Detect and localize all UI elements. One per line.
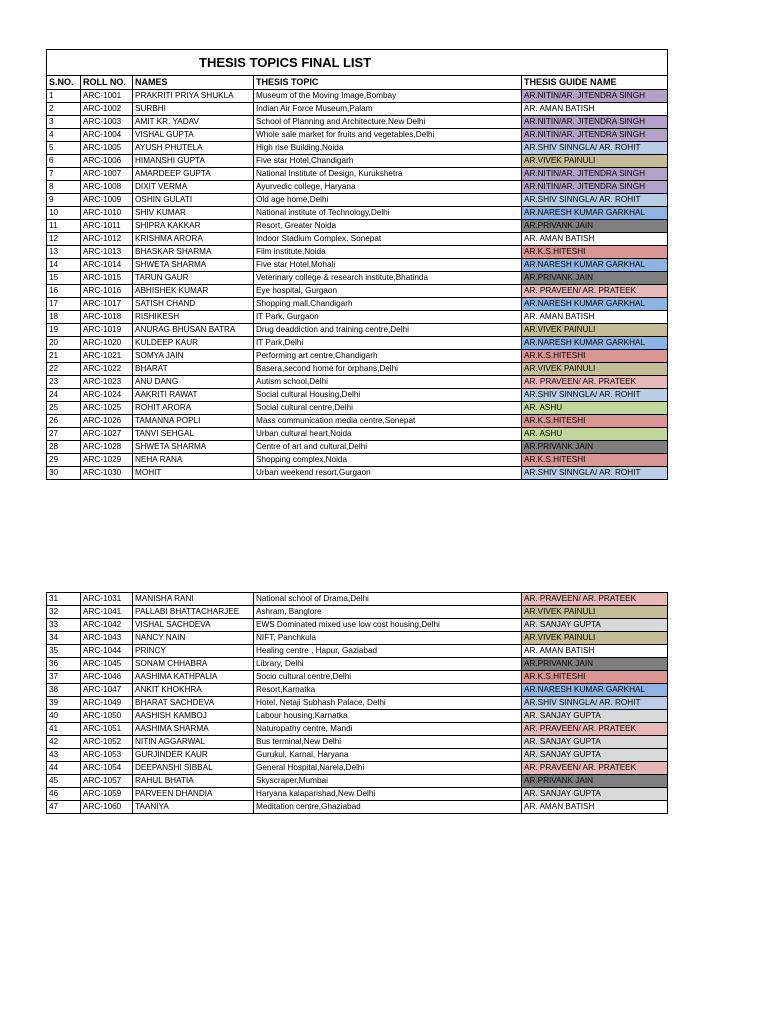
table-row [47, 606, 668, 619]
roll-no-cell: ARC-1028 [81, 441, 133, 454]
sno-cell: 14 [47, 259, 81, 272]
name-cell: AYUSH PHUTELA [133, 142, 254, 155]
roll-no-cell: ARC-1041 [81, 606, 133, 619]
guide-name-cell: AR.VIVEK PAINULI [522, 324, 668, 337]
roll-no-cell: ARC-1045 [81, 658, 133, 671]
table-row [47, 103, 668, 116]
guide-name-cell: AR. PRAVEEN/ AR. PRATEEK [522, 762, 668, 775]
guide-name-cell: AR.K.S.HITESHI [522, 454, 668, 467]
thesis-topic-cell: Whole sale market for fruits and vegetables,Delhi [254, 129, 522, 142]
guide-name-cell: AR.VIVEK PAINULI [522, 606, 668, 619]
sno-cell: 26 [47, 415, 81, 428]
name-cell: TAMANNA POPLI [133, 415, 254, 428]
roll-no-cell: ARC-1012 [81, 233, 133, 246]
sno-cell: 11 [47, 220, 81, 233]
name-cell: RAHUL BHATIA [133, 775, 254, 788]
thesis-topic-cell: National Institute of Design, Kurukshetra [254, 168, 522, 181]
header-thesis-topic: THESIS TOPIC [254, 76, 522, 90]
table-row [47, 697, 668, 710]
sno-cell: 21 [47, 350, 81, 363]
sno-cell: 1 [47, 90, 81, 103]
name-cell: MANISHA RANI [133, 593, 254, 606]
table-row [47, 762, 668, 775]
name-cell: PRAKRITI PRIYA SHUKLA [133, 90, 254, 103]
sno-cell: 2 [47, 103, 81, 116]
sno-cell: 22 [47, 363, 81, 376]
name-cell: VISHAL SACHDEVA [133, 619, 254, 632]
table-row [47, 723, 668, 736]
table-row [47, 142, 668, 155]
roll-no-cell: ARC-1050 [81, 710, 133, 723]
table-row [47, 129, 668, 142]
name-cell: KULDEEP KAUR [133, 337, 254, 350]
table-row [47, 454, 668, 467]
guide-name-cell: AR.NITIN/AR. JITENDRA SINGH [522, 116, 668, 129]
thesis-topic-cell: Urban weekend resort,Gurgaon [254, 467, 522, 480]
roll-no-cell: ARC-1023 [81, 376, 133, 389]
guide-name-cell: AR.PRIVANK JAIN [522, 220, 668, 233]
thesis-topic-cell: Basera,second home for orphans,Delhi [254, 363, 522, 376]
sno-cell: 44 [47, 762, 81, 775]
sno-cell: 7 [47, 168, 81, 181]
guide-name-cell: AR. PRAVEEN/ AR. PRATEEK [522, 285, 668, 298]
guide-name-cell: AR.PRIVANK JAIN [522, 441, 668, 454]
name-cell: BHARAT SACHDEVA [133, 697, 254, 710]
name-cell: NANCY NAIN [133, 632, 254, 645]
thesis-topic-cell: Veterinary college & research institute,Bhatinda [254, 272, 522, 285]
sno-cell: 33 [47, 619, 81, 632]
name-cell: PALLABI BHATTACHARJEE [133, 606, 254, 619]
roll-no-cell: ARC-1030 [81, 467, 133, 480]
roll-no-cell: ARC-1009 [81, 194, 133, 207]
guide-name-cell: AR.SHIV SINNGLA/ AR. ROHIT [522, 389, 668, 402]
table-row [47, 285, 668, 298]
table-row [47, 593, 668, 606]
table-row [47, 181, 668, 194]
name-cell: ANU DANG [133, 376, 254, 389]
name-cell: MOHIT [133, 467, 254, 480]
table-row [47, 441, 668, 454]
name-cell: ABHISHEK KUMAR [133, 285, 254, 298]
roll-no-cell: ARC-1057 [81, 775, 133, 788]
name-cell: AMARDEEP GUPTA [133, 168, 254, 181]
sno-cell: 23 [47, 376, 81, 389]
name-cell: ANURAG BHUSAN BATRA [133, 324, 254, 337]
guide-name-cell: AR. PRAVEEN/ AR. PRATEEK [522, 593, 668, 606]
table-row [47, 788, 668, 801]
guide-name-cell: AR.K.S.HITESHI [522, 415, 668, 428]
roll-no-cell: ARC-1042 [81, 619, 133, 632]
guide-name-cell: AR.PRIVANK JAIN [522, 775, 668, 788]
thesis-topic-cell: EWS Dominated mixed use low cost housing,Delhi [254, 619, 522, 632]
thesis-topic-cell: National school of Drama,Delhi [254, 593, 522, 606]
sno-cell: 45 [47, 775, 81, 788]
table-row [47, 194, 668, 207]
guide-name-cell: AR.NITIN/AR. JITENDRA SINGH [522, 168, 668, 181]
name-cell: SURBHI [133, 103, 254, 116]
name-cell: TARUN GAUR [133, 272, 254, 285]
sno-cell: 25 [47, 402, 81, 415]
guide-name-cell: AR. SANJAY GUPTA [522, 736, 668, 749]
guide-name-cell: AR.PRIVANK JAIN [522, 658, 668, 671]
roll-no-cell: ARC-1002 [81, 103, 133, 116]
table-row [47, 311, 668, 324]
sno-cell: 32 [47, 606, 81, 619]
table-row [47, 801, 668, 814]
guide-name-cell: AR. SANJAY GUPTA [522, 710, 668, 723]
guide-name-cell: AR.NITIN/AR. JITENDRA SINGH [522, 129, 668, 142]
sno-cell: 17 [47, 298, 81, 311]
thesis-topic-cell: Socio cultural centre,Delhi [254, 671, 522, 684]
roll-no-cell: ARC-1018 [81, 311, 133, 324]
table-row [47, 155, 668, 168]
roll-no-cell: ARC-1051 [81, 723, 133, 736]
table-row [47, 246, 668, 259]
table-row [47, 220, 668, 233]
guide-name-cell: AR.K.S.HITESHI [522, 350, 668, 363]
roll-no-cell: ARC-1047 [81, 684, 133, 697]
table-row [47, 775, 668, 788]
table-row [47, 350, 668, 363]
name-cell: KRISHMA ARORA [133, 233, 254, 246]
sno-cell: 38 [47, 684, 81, 697]
table-row [47, 402, 668, 415]
guide-name-cell: AR.NITIN/AR. JITENDRA SINGH [522, 90, 668, 103]
name-cell: NITIN AGGARWAL [133, 736, 254, 749]
guide-name-cell: AR.PRIVANK JAIN [522, 272, 668, 285]
guide-name-cell: AR. AMAN BATISH [522, 801, 668, 814]
name-cell: VISHAL GUPTA [133, 129, 254, 142]
thesis-topic-cell: Haryana kalaparishad,New Delhi [254, 788, 522, 801]
sno-cell: 47 [47, 801, 81, 814]
thesis-topic-cell: General Hospital,Narela,Delhi [254, 762, 522, 775]
sno-cell: 4 [47, 129, 81, 142]
name-cell: RISHIKESH [133, 311, 254, 324]
thesis-topic-cell: Ayurvedic college, Haryana [254, 181, 522, 194]
header-sno: S.NO. [47, 76, 81, 90]
name-cell: HIMANSHI GUPTA [133, 155, 254, 168]
table-row [47, 168, 668, 181]
thesis-topic-cell: Eye hospital, Gurgaon [254, 285, 522, 298]
roll-no-cell: ARC-1025 [81, 402, 133, 415]
thesis-topic-cell: Shopping complex,Noida [254, 454, 522, 467]
guide-name-cell: AR. AMAN BATISH [522, 311, 668, 324]
sno-cell: 29 [47, 454, 81, 467]
roll-no-cell: ARC-1049 [81, 697, 133, 710]
roll-no-cell: ARC-1052 [81, 736, 133, 749]
roll-no-cell: ARC-1019 [81, 324, 133, 337]
roll-no-cell: ARC-1043 [81, 632, 133, 645]
sno-cell: 3 [47, 116, 81, 129]
name-cell: SOMYA JAIN [133, 350, 254, 363]
thesis-topic-cell: Indian Air Force Museum,Palam [254, 103, 522, 116]
thesis-topic-cell: Healing centre , Hapur, Gaziabad [254, 645, 522, 658]
roll-no-cell: ARC-1046 [81, 671, 133, 684]
sno-cell: 10 [47, 207, 81, 220]
roll-no-cell: ARC-1016 [81, 285, 133, 298]
roll-no-cell: ARC-1007 [81, 168, 133, 181]
table-row [47, 259, 668, 272]
sno-cell: 20 [47, 337, 81, 350]
name-cell: AASHIMA KATHPALIA [133, 671, 254, 684]
guide-name-cell: AR.NARESH KUMAR GARKHAL [522, 259, 668, 272]
sno-cell: 5 [47, 142, 81, 155]
table-row [47, 272, 668, 285]
thesis-topic-cell: Shopping mall,Chandigarh [254, 298, 522, 311]
roll-no-cell: ARC-1006 [81, 155, 133, 168]
sno-cell: 40 [47, 710, 81, 723]
name-cell: GURJINDER KAUR [133, 749, 254, 762]
thesis-topic-cell: National institute of Technology,Delhi [254, 207, 522, 220]
guide-name-cell: AR.SHIV SINNGLA/ AR. ROHIT [522, 194, 668, 207]
guide-name-cell: AR.VIVEK PAINULI [522, 155, 668, 168]
thesis-topic-cell: Performing art centre,Chandigarh [254, 350, 522, 363]
guide-name-cell: AR. PRAVEEN/ AR. PRATEEK [522, 723, 668, 736]
table-row [47, 684, 668, 697]
sno-cell: 27 [47, 428, 81, 441]
guide-name-cell: AR. ASHU [522, 402, 668, 415]
page-title: THESIS TOPICS FINAL LIST [47, 50, 668, 76]
name-cell: AAKRITI RAWAT [133, 389, 254, 402]
sno-cell: 6 [47, 155, 81, 168]
roll-no-cell: ARC-1054 [81, 762, 133, 775]
name-cell: ANKIT KHOKHRA [133, 684, 254, 697]
thesis-topic-cell: Resort,Karnatka [254, 684, 522, 697]
thesis-topic-cell: Resort, Greater Noida [254, 220, 522, 233]
thesis-topic-cell: Social cultural Housing,Delhi [254, 389, 522, 402]
thesis-topic-cell: Labour housing,Karnatka [254, 710, 522, 723]
guide-name-cell: AR.K.S.HITESHI [522, 246, 668, 259]
thesis-topic-cell: NIFT, Panchkula [254, 632, 522, 645]
thesis-topic-cell: Centre of art and cultural,Delhi [254, 441, 522, 454]
thesis-topic-cell: IT Park,Delhi [254, 337, 522, 350]
table-row [47, 298, 668, 311]
thesis-topic-cell: Five star Hotel,Chandigarh [254, 155, 522, 168]
guide-name-cell: AR.VIVEK PAINULI [522, 632, 668, 645]
thesis-topic-cell: Film institute,Noida [254, 246, 522, 259]
header-roll-no: ROLL NO. [81, 76, 133, 90]
thesis-topic-cell: Hotel, Netaji Subhash Palace, Delhi [254, 697, 522, 710]
sno-cell: 9 [47, 194, 81, 207]
roll-no-cell: ARC-1004 [81, 129, 133, 142]
name-cell: SHIV KUMAR [133, 207, 254, 220]
thesis-topic-cell: Skyscraper,Mumbai [254, 775, 522, 788]
roll-no-cell: ARC-1005 [81, 142, 133, 155]
guide-name-cell: AR. SANJAY GUPTA [522, 619, 668, 632]
name-cell: TANVI SEHGAL [133, 428, 254, 441]
sno-cell: 8 [47, 181, 81, 194]
name-cell: BHASKAR SHARMA [133, 246, 254, 259]
table-row [47, 415, 668, 428]
thesis-table-part-2 [46, 592, 668, 814]
header-names: NAMES [133, 76, 254, 90]
roll-no-cell: ARC-1014 [81, 259, 133, 272]
table-row [47, 324, 668, 337]
guide-name-cell: AR. PRAVEEN/ AR. PRATEEK [522, 376, 668, 389]
table-row [47, 619, 668, 632]
thesis-topic-cell: Bus terminal,New Delhi [254, 736, 522, 749]
name-cell: AASHIMA SHARMA [133, 723, 254, 736]
guide-name-cell: AR.NARESH KUMAR GARKHAL [522, 207, 668, 220]
thesis-topic-cell: Mass communication media centre,Sonepat [254, 415, 522, 428]
table-row [47, 645, 668, 658]
guide-name-cell: AR.SHIV SINNGLA/ AR. ROHIT [522, 467, 668, 480]
guide-name-cell: AR.NITIN/AR. JITENDRA SINGH [522, 181, 668, 194]
table-row [47, 233, 668, 246]
table-row [47, 467, 668, 480]
thesis-topic-cell: Naturopathy centre, Mandi [254, 723, 522, 736]
thesis-topic-cell: Indoor Stadium Complex, Sonepat [254, 233, 522, 246]
thesis-topic-cell: Library, Delhi [254, 658, 522, 671]
sno-cell: 43 [47, 749, 81, 762]
roll-no-cell: ARC-1017 [81, 298, 133, 311]
sno-cell: 42 [47, 736, 81, 749]
header-row [47, 76, 668, 90]
sno-cell: 19 [47, 324, 81, 337]
name-cell: OSHIN GULATI [133, 194, 254, 207]
roll-no-cell: ARC-1053 [81, 749, 133, 762]
sno-cell: 46 [47, 788, 81, 801]
table-row [47, 658, 668, 671]
guide-name-cell: AR. ASHU [522, 428, 668, 441]
roll-no-cell: ARC-1001 [81, 90, 133, 103]
thesis-topic-cell: Meditation centre,Ghaziabad [254, 801, 522, 814]
thesis-topic-cell: Drug deaddiction and training centre,Delhi [254, 324, 522, 337]
sno-cell: 37 [47, 671, 81, 684]
roll-no-cell: ARC-1022 [81, 363, 133, 376]
roll-no-cell: ARC-1008 [81, 181, 133, 194]
thesis-topic-cell: Social cultural centre,Delhi [254, 402, 522, 415]
name-cell: SHWETA SHARMA [133, 441, 254, 454]
guide-name-cell: AR.VIVEK PAINULI [522, 363, 668, 376]
sno-cell: 31 [47, 593, 81, 606]
sno-cell: 34 [47, 632, 81, 645]
thesis-topic-cell: Museum of the Moving Image,Bombay [254, 90, 522, 103]
thesis-topic-cell: Old age home,Delhi [254, 194, 522, 207]
sno-cell: 12 [47, 233, 81, 246]
thesis-topic-cell: Five star Hotel,Mohali [254, 259, 522, 272]
table-row [47, 116, 668, 129]
name-cell: ROHIT ARORA [133, 402, 254, 415]
sno-cell: 41 [47, 723, 81, 736]
roll-no-cell: ARC-1024 [81, 389, 133, 402]
table-row [47, 671, 668, 684]
table-row [47, 632, 668, 645]
sno-cell: 24 [47, 389, 81, 402]
thesis-topic-cell: High rise Building,Noida [254, 142, 522, 155]
roll-no-cell: ARC-1010 [81, 207, 133, 220]
roll-no-cell: ARC-1031 [81, 593, 133, 606]
table-row [47, 376, 668, 389]
guide-name-cell: AR.SHIV SINNGLA/ AR. ROHIT [522, 142, 668, 155]
name-cell: DIXIT VERMA [133, 181, 254, 194]
name-cell: SONAM CHHABRA [133, 658, 254, 671]
table-row [47, 710, 668, 723]
name-cell: AMIT KR. YADAV [133, 116, 254, 129]
name-cell: BHARAT [133, 363, 254, 376]
table-row [47, 736, 668, 749]
sno-cell: 39 [47, 697, 81, 710]
name-cell: PRINCY [133, 645, 254, 658]
guide-name-cell: AR.SHIV SINNGLA/ AR. ROHIT [522, 697, 668, 710]
guide-name-cell: AR. AMAN BATISH [522, 645, 668, 658]
guide-name-cell: AR. SANJAY GUPTA [522, 749, 668, 762]
sno-cell: 36 [47, 658, 81, 671]
thesis-table-part-1 [46, 49, 668, 480]
guide-name-cell: AR.NARESH KUMAR GARKHAL [522, 298, 668, 311]
sno-cell: 13 [47, 246, 81, 259]
guide-name-cell: AR.NARESH KUMAR GARKHAL [522, 337, 668, 350]
name-cell: SATISH CHAND [133, 298, 254, 311]
sno-cell: 18 [47, 311, 81, 324]
name-cell: DEEPANSHI SIBBAL [133, 762, 254, 775]
guide-name-cell: AR. AMAN BATISH [522, 103, 668, 116]
roll-no-cell: ARC-1021 [81, 350, 133, 363]
thesis-topic-cell: Ashram, Banglore [254, 606, 522, 619]
roll-no-cell: ARC-1026 [81, 415, 133, 428]
roll-no-cell: ARC-1044 [81, 645, 133, 658]
roll-no-cell: ARC-1011 [81, 220, 133, 233]
table-row [47, 90, 668, 103]
header-guide-name: THESIS GUIDE NAME [522, 76, 668, 90]
roll-no-cell: ARC-1029 [81, 454, 133, 467]
name-cell: SHWETA SHARMA [133, 259, 254, 272]
thesis-topic-cell: Urban cultural heart,Noida [254, 428, 522, 441]
roll-no-cell: ARC-1060 [81, 801, 133, 814]
sno-cell: 15 [47, 272, 81, 285]
roll-no-cell: ARC-1059 [81, 788, 133, 801]
thesis-topic-cell: IT Park, Gurgaon [254, 311, 522, 324]
thesis-topic-cell: School of Planning and Architecture,New Delhi [254, 116, 522, 129]
name-cell: TAANIYA [133, 801, 254, 814]
thesis-topic-cell: Autism school,Delhi [254, 376, 522, 389]
roll-no-cell: ARC-1003 [81, 116, 133, 129]
guide-name-cell: AR.NARESH KUMAR GARKHAL [522, 684, 668, 697]
sno-cell: 30 [47, 467, 81, 480]
name-cell: NEHA RANA [133, 454, 254, 467]
sno-cell: 35 [47, 645, 81, 658]
name-cell: PARVEEN DHANDIA [133, 788, 254, 801]
table-row [47, 207, 668, 220]
roll-no-cell: ARC-1015 [81, 272, 133, 285]
sno-cell: 28 [47, 441, 81, 454]
roll-no-cell: ARC-1027 [81, 428, 133, 441]
table-row [47, 337, 668, 350]
table-row [47, 428, 668, 441]
table-row [47, 363, 668, 376]
sno-cell: 16 [47, 285, 81, 298]
name-cell: AASHISH KAMBOJ [133, 710, 254, 723]
guide-name-cell: AR.K.S.HITESHI [522, 671, 668, 684]
guide-name-cell: AR. SANJAY GUPTA [522, 788, 668, 801]
roll-no-cell: ARC-1013 [81, 246, 133, 259]
thesis-topic-cell: Gurukul, Karnal, Haryana [254, 749, 522, 762]
table-row [47, 389, 668, 402]
roll-no-cell: ARC-1020 [81, 337, 133, 350]
table-row [47, 749, 668, 762]
name-cell: SHIPRA KAKKAR [133, 220, 254, 233]
guide-name-cell: AR. AMAN BATISH [522, 233, 668, 246]
